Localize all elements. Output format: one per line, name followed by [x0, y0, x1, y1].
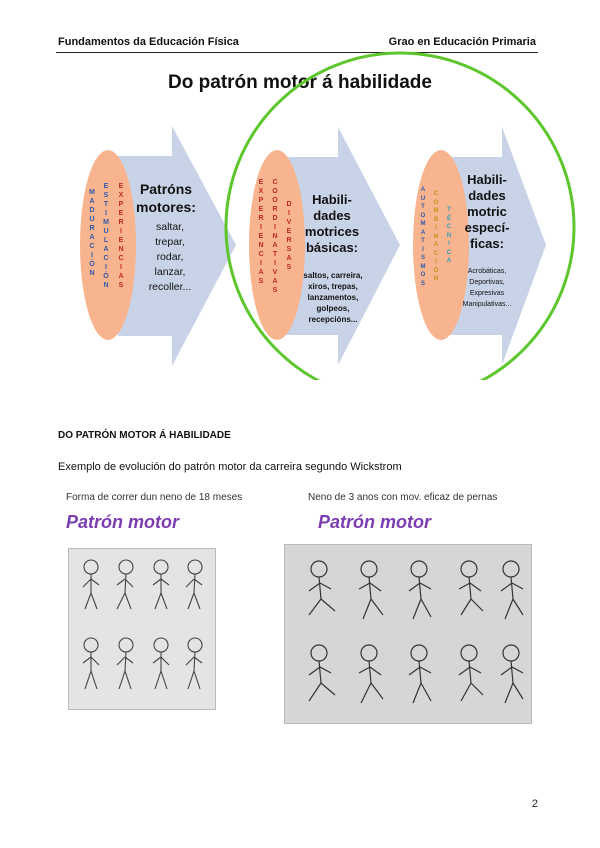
- stage1-vertical-word-1: M A D U R A C I Ó N: [89, 189, 95, 277]
- stage3-heading-line: Habili-: [467, 172, 507, 187]
- section-title: DO PATRÓN MOTOR Á HABILIDADE: [58, 430, 231, 441]
- stage1-vertical-word-3: E X P E R I E N C I A S: [118, 183, 124, 289]
- stage3-heading-line: dades: [468, 188, 506, 203]
- stage1-items: [134, 220, 206, 295]
- stage2-heading-line: básicas:: [305, 240, 359, 255]
- list-item: trepar,: [155, 236, 185, 248]
- stage3-vertical-word-2: C O M B I N A C I Ó N: [433, 191, 439, 282]
- stage3-heading-line: especí-: [464, 220, 510, 235]
- list-item: recepcións...: [308, 315, 358, 324]
- stage3-heading-line: ficas:: [470, 236, 504, 251]
- figure-1-caption: Forma de correr dun neno de 18 meses: [66, 492, 243, 503]
- stage2-heading-line: Habili-: [312, 192, 352, 207]
- stage2-heading-line: dades: [313, 208, 351, 223]
- stage2-vertical-word-3: D I V E R S A S: [286, 201, 292, 271]
- stage1-heading-line: motores:: [136, 199, 196, 215]
- stage2-heading: [296, 192, 368, 256]
- stage3-heading-line: motric: [467, 204, 507, 219]
- section-subtitle: Exemplo de evolución do patrón motor da carreira segundo Wickstrom: [58, 461, 402, 473]
- figure-2-caption: Neno de 3 anos con mov. eficaz de pernas: [308, 492, 498, 503]
- page-number: 2: [531, 798, 538, 810]
- list-item: saltar,: [155, 221, 184, 233]
- header-degree-title: Grao en Educación Primaria: [388, 36, 536, 48]
- list-item: lanzamentos,: [307, 293, 359, 302]
- list-item: lanzar,: [154, 266, 186, 278]
- stage1-heading: [130, 180, 202, 216]
- list-item: recoller...: [148, 281, 192, 293]
- list-item: Manipulativas...: [462, 301, 512, 308]
- stage3-vertical-word-1: A U T O M A T I S M O S: [420, 187, 426, 287]
- stage1-heading-line: Patróns: [139, 181, 193, 197]
- list-item: Deportivas,: [469, 279, 505, 286]
- stage2-heading-line: motrices: [304, 224, 360, 239]
- stage3-items: [452, 266, 522, 310]
- figure-1-label: Patrón motor: [66, 512, 180, 532]
- stage1-vertical-word-2: E S T I M U L A C I Ó N: [103, 183, 109, 289]
- list-item: Expresivas: [469, 290, 505, 297]
- stage2-vertical-word-2: C O O R D I N A T I V A S: [272, 179, 278, 294]
- stage2-items: [293, 270, 373, 325]
- stage3-vertical-word-3: T É C N I C A: [446, 207, 452, 264]
- diagram-title: Do patrón motor á habilidade: [168, 72, 432, 93]
- list-item: rodar,: [156, 251, 184, 263]
- stage3-heading: [452, 172, 522, 252]
- list-item: golpeos,: [316, 304, 350, 313]
- figure-2-label: Patrón motor: [318, 512, 432, 532]
- figure-2-image: [284, 544, 532, 724]
- list-item: Acrobáticas,: [467, 268, 507, 275]
- list-item: xiros, trepas,: [308, 282, 358, 291]
- list-item: saltos, carreira,: [303, 271, 363, 280]
- figure-1-image: [68, 548, 216, 710]
- header-course-title: Fundamentos da Educación Física: [58, 36, 239, 48]
- stage2-vertical-word-1: E X P E R I E N C I A S: [258, 179, 264, 285]
